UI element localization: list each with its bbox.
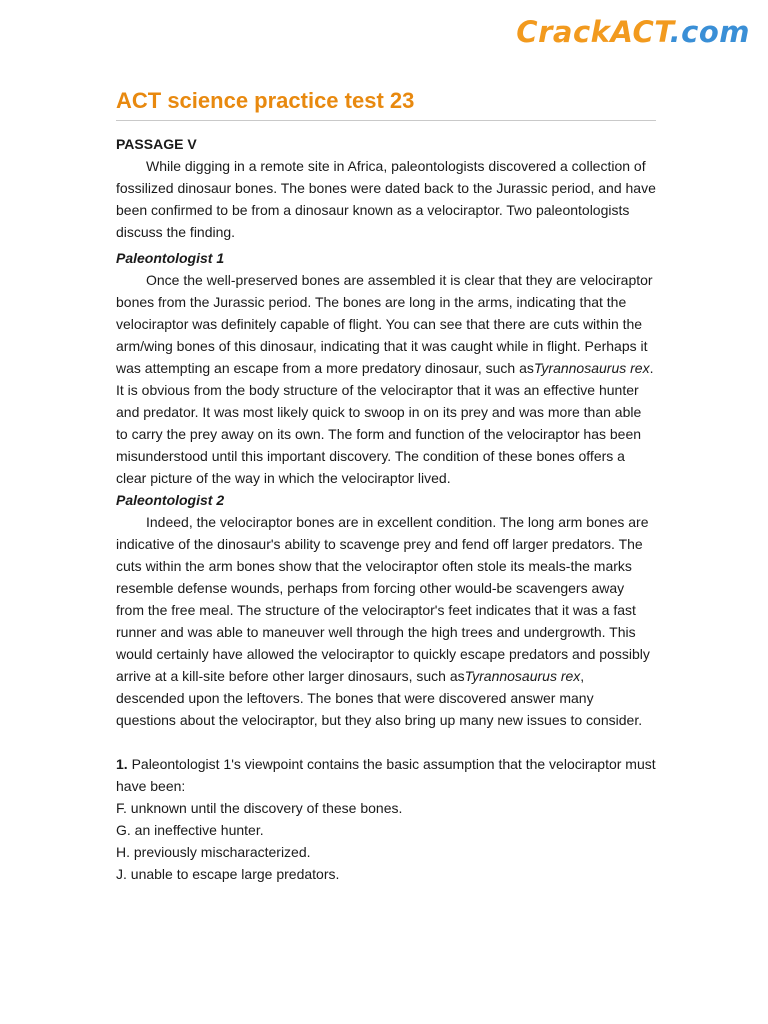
question-1: [116, 753, 656, 885]
paleontologist-2-heading: Paleontologist 2: [116, 492, 225, 508]
answer-choice-h: H. previously mischaracterized.: [116, 844, 311, 860]
question-text: Paleontologist 1's viewpoint contains the basic assumption that the velociraptor must have been:: [116, 756, 656, 794]
p2-text-a: Indeed, the velociraptor bones are in excellent condition. The long arm bones are indicative of the dinosaur's ability to scavenge prey and fend off larger predators. The cuts within the arm bones show that the velociraptor often stole its meals-the marks resemble defense wounds, perhaps from forcing other would-be scavengers away from the free meal. The structure of the velociraptor's feet indicates that it was a fast runner and was able to maneuver well through the high trees and undergrowth. This would certainly have allowed the velociraptor to quickly escape predators and possibly arrive at a kill-site before other larger dinosaurs, such as: [116, 514, 650, 684]
answer-choice-f: F. unknown until the discovery of these bones.: [116, 800, 403, 816]
document-body: [116, 86, 656, 885]
p1-text-b: . It is obvious from the body structure of the velociraptor that it was an effective hunter and predator. It was most likely quick to swoop in on its prey and was more than able to carry the prey away on its own. The form and function of the velociraptor has been misunderstood until this important discovery. The condition of these bones offers a clear picture of the way in which the velociraptor lived.: [116, 360, 654, 486]
p2-text-b: , descended upon the leftovers. The bones that were discovered answer many questions about the velociraptor, but they also bring up many new issues to consider.: [116, 668, 643, 728]
passage-intro: While digging in a remote site in Africa, paleontologists discovered a collection of fossilized dinosaur bones. The bones were dated back to the Jurassic period, and have been confirmed to be from a dinosaur known as a velociraptor. Two paleontologists discuss the finding.: [116, 158, 656, 240]
paleontologist-2-text: [116, 511, 656, 731]
paleontologist-1-text: [116, 269, 656, 489]
passage-label: PASSAGE V: [116, 136, 197, 152]
answer-choice-g: G. an ineffective hunter.: [116, 822, 264, 838]
paleontologist-1-heading: Paleontologist 1: [116, 250, 225, 266]
logo-crack: Crack: [516, 15, 611, 49]
p2-species-name: Tyrannosaurus rex: [464, 668, 581, 684]
answer-choice-j: J. unable to escape large predators.: [116, 866, 340, 882]
p1-text-a: Once the well-preserved bones are assembled it is clear that they are velociraptor bones from the Jurassic period. The bones are long in the arms, indicating that the velociraptor was definitely capable of flight. You can see that there are cuts within the arm/wing bones of this dinosaur, indicating that it was caught while in flight. Perhaps it was attempting an escape from a more predatory dinosaur, such as: [116, 272, 653, 376]
logo-act: ACT: [610, 15, 670, 49]
question-number: 1.: [116, 756, 128, 772]
question-stem: [116, 753, 656, 797]
page-title: ACT science practice test 23: [116, 86, 656, 121]
logo-dotcom: .com: [669, 15, 750, 49]
crackact-logo: [516, 14, 750, 50]
p1-species-name: Tyrannosaurus rex: [533, 360, 650, 376]
